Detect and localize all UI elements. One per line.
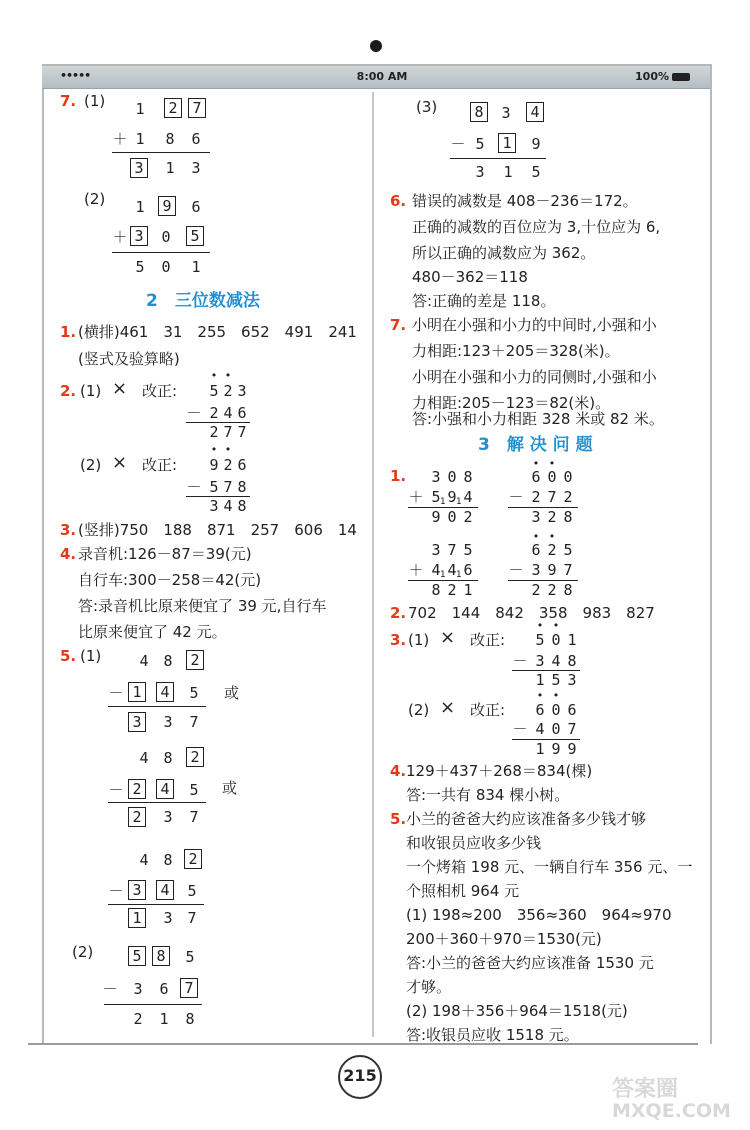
digit: 5 — [563, 541, 573, 559]
digit: 8 — [431, 581, 441, 599]
answer-text: 答:录音机比原来便宜了 39 元,自行车 — [78, 597, 327, 615]
digit: 2 — [463, 508, 473, 526]
digit: 6 — [237, 404, 247, 422]
answer-box: 3 — [130, 158, 148, 178]
digit: 4 — [139, 652, 149, 670]
carry-mark: 1 — [440, 497, 446, 507]
digit: 2 — [563, 488, 573, 506]
answer-text: (横排)461 31 255 652 491 241 — [78, 323, 357, 341]
digit: 0 — [547, 468, 557, 486]
digit: 4 — [535, 720, 545, 738]
borrow-dot: • — [548, 530, 556, 543]
answer-text: 480－362＝118 — [412, 268, 528, 286]
part-label: (1) — [80, 647, 102, 665]
question-number: 6. — [390, 192, 407, 210]
digit: 9 — [431, 508, 441, 526]
digit: 8 — [163, 652, 173, 670]
digit: 6 — [531, 468, 541, 486]
answer-text: 小兰的爸爸大约应该准备多少钱才够 — [406, 810, 647, 828]
answer-text: 小明在小强和小力的中间时,小强和小 — [412, 316, 657, 334]
digit: 1 — [503, 163, 513, 181]
answer-text: (竖式及验算略) — [78, 350, 180, 368]
signal-icon: ••••• — [60, 69, 91, 82]
carry-mark: 1 — [440, 570, 446, 580]
answer-box: 5 — [128, 946, 146, 966]
battery-icon — [672, 73, 690, 81]
digit: 2 — [223, 382, 233, 400]
digit: 6 — [191, 130, 201, 148]
digit: 3 — [163, 909, 173, 927]
answer-text: 小明在小强和小力的同侧时,小强和小 — [412, 368, 657, 386]
digit: 0 — [447, 508, 457, 526]
digit: 8 — [567, 652, 577, 670]
digit: 3 — [237, 382, 247, 400]
digit: 3 — [567, 671, 577, 689]
part-label: (1) — [80, 382, 102, 400]
answer-box: 2 — [184, 849, 202, 869]
question-number: 7. — [60, 92, 77, 110]
digit: 9 — [547, 561, 557, 579]
digit: － — [450, 135, 466, 153]
answer-box: 7 — [180, 978, 198, 998]
calc-line — [104, 1004, 202, 1005]
digit: 3 — [133, 980, 143, 998]
wrong-mark-icon: × — [112, 452, 128, 473]
part-label: (2) — [84, 190, 106, 208]
status-bar — [42, 66, 710, 89]
digit: － — [512, 652, 528, 670]
digit: 1 — [535, 740, 545, 758]
digit: 7 — [563, 561, 573, 579]
digit: － — [512, 720, 528, 738]
answer-text: 答:收银员应收 1518 元。 — [406, 1026, 579, 1044]
digit: － — [102, 980, 118, 998]
borrow-dot: • — [552, 619, 560, 632]
digit: 4 — [223, 404, 233, 422]
question-number: 2. — [60, 382, 77, 400]
borrow-dot: • — [532, 457, 540, 470]
digit: 5 — [185, 948, 195, 966]
digit: 0 — [551, 720, 561, 738]
digit: 4 — [139, 851, 149, 869]
digit: 0 — [551, 631, 561, 649]
digit: 1 — [135, 130, 145, 148]
answer-box: 4 — [156, 779, 174, 799]
answer-text: (2) 198＋356＋964＝1518(元) — [406, 1002, 628, 1020]
digit: 8 — [185, 1010, 195, 1028]
answer-box: 2 — [186, 650, 204, 670]
carry-mark: 1 — [456, 570, 462, 580]
digit: 5 — [189, 684, 199, 702]
borrow-dot: • — [210, 443, 218, 456]
question-number: 7. — [390, 316, 407, 334]
digit: － — [186, 478, 202, 496]
digit: 7 — [447, 541, 457, 559]
answer-text: 才够。 — [406, 978, 452, 996]
digit: 2 — [531, 488, 541, 506]
digit: 1 — [463, 581, 473, 599]
digit: 1 — [135, 100, 145, 118]
digit: 0 — [161, 228, 171, 246]
status-time: 8:00 AM — [356, 70, 408, 83]
digit: 1 — [165, 159, 175, 177]
answer-box: 4 — [156, 880, 174, 900]
answer-text: 答:一共有 834 棵小树。 — [406, 786, 570, 804]
borrow-dot: • — [552, 689, 560, 702]
page-number: 215 — [338, 1055, 382, 1099]
digit: 2 — [133, 1010, 143, 1028]
calc-line — [108, 802, 206, 803]
wrong-mark-icon: × — [440, 627, 456, 648]
digit: 7 — [187, 909, 197, 927]
question-number: 1. — [390, 467, 407, 485]
digit: － — [186, 404, 202, 422]
digit: 8 — [463, 468, 473, 486]
digit: 4 — [431, 561, 441, 579]
answer-box: 9 — [158, 196, 176, 216]
or-label: 或 — [224, 684, 240, 702]
digit: 8 — [237, 478, 247, 496]
digit: 2 — [547, 508, 557, 526]
answer-box: 2 — [186, 747, 204, 767]
answer-box: 4 — [156, 682, 174, 702]
digit: 3 — [531, 561, 541, 579]
wrong-mark-icon: × — [112, 378, 128, 399]
digit: ＋ — [408, 488, 424, 506]
digit: 8 — [165, 130, 175, 148]
calc-line — [112, 152, 210, 153]
answer-box: 5 — [186, 226, 204, 246]
section-title: 2 三位数减法 — [146, 291, 260, 311]
answer-text: 录音机:126－87＝39(元) — [78, 545, 252, 563]
digit: 5 — [431, 488, 441, 506]
digit: 9 — [551, 740, 561, 758]
answer-text: 702 144 842 358 983 827 — [408, 604, 655, 622]
answer-box: 8 — [470, 102, 488, 122]
digit: 7 — [189, 808, 199, 826]
answer-text: 129＋437＋268＝834(棵) — [406, 762, 593, 780]
answer-box: 1 — [128, 682, 146, 702]
digit: 2 — [447, 581, 457, 599]
fix-label: 改正: — [470, 631, 506, 649]
digit: 2 — [209, 423, 219, 441]
borrow-dot: • — [224, 443, 232, 456]
borrow-dot: • — [224, 369, 232, 382]
answer-text: 答:正确的差是 118。 — [412, 292, 556, 310]
answer-box: 4 — [526, 102, 544, 122]
digit: 7 — [237, 423, 247, 441]
answer-box: 3 — [130, 226, 148, 246]
digit: 3 — [191, 159, 201, 177]
digit: 5 — [187, 882, 197, 900]
digit: 0 — [551, 701, 561, 719]
fix-label: 改正: — [142, 382, 178, 400]
part-label: (1) — [408, 631, 430, 649]
answer-box: 8 — [152, 946, 170, 966]
answer-box: 2 — [128, 779, 146, 799]
digit: 8 — [163, 749, 173, 767]
digit: 1 — [159, 1010, 169, 1028]
camera-dot — [370, 40, 382, 52]
digit: 1 — [535, 671, 545, 689]
digit: 6 — [237, 456, 247, 474]
part-label: (1) — [84, 92, 106, 110]
answer-box: 2 — [128, 807, 146, 827]
digit: 6 — [535, 701, 545, 719]
borrow-dot: • — [536, 619, 544, 632]
digit: 5 — [189, 781, 199, 799]
digit: 8 — [563, 508, 573, 526]
column-divider — [372, 92, 374, 1037]
digit: 3 — [209, 497, 219, 515]
digit: ＋ — [408, 561, 424, 579]
digit: 4 — [463, 488, 473, 506]
answer-text: 答:小兰的爸爸大约应该准备 1530 元 — [406, 954, 654, 972]
digit: － — [508, 561, 524, 579]
calc-line — [450, 158, 546, 159]
answer-text: 200＋360＋970＝1530(元) — [406, 930, 602, 948]
digit: 9 — [209, 456, 219, 474]
answer-text: (1) 198≈200 356≈360 964≈970 — [406, 906, 672, 924]
part-label: (2) — [408, 701, 430, 719]
borrow-dot: • — [536, 689, 544, 702]
digit: 4 — [447, 561, 457, 579]
answer-text: 错误的减数是 408－236＝172。 — [412, 192, 638, 210]
digit: 5 — [551, 671, 561, 689]
question-number: 5. — [390, 810, 407, 828]
digit: 3 — [531, 508, 541, 526]
answer-text: (竖排)750 188 871 257 606 14 — [78, 521, 357, 539]
section-title: 3 解 决 问 题 — [478, 435, 593, 455]
answer-text: 自行车:300－258＝42(元) — [78, 571, 262, 589]
fix-label: 改正: — [142, 456, 178, 474]
digit: ＋ — [112, 228, 128, 246]
answer-box: 3 — [128, 880, 146, 900]
digit: 4 — [551, 652, 561, 670]
digit: 5 — [209, 478, 219, 496]
wrong-mark-icon: × — [440, 697, 456, 718]
borrow-dot: • — [210, 369, 218, 382]
borrow-dot: • — [532, 530, 540, 543]
digit: 1 — [191, 258, 201, 276]
answer-text: 力相距:205－123＝82(米)。 — [412, 394, 611, 412]
carry-mark: 1 — [456, 497, 462, 507]
calc-line — [112, 252, 210, 253]
answer-text: 所以正确的减数应为 362。 — [412, 244, 596, 262]
digit: 7 — [567, 720, 577, 738]
digit: 2 — [547, 581, 557, 599]
borrow-dot: • — [548, 457, 556, 470]
answer-text: 正确的减数的百位应为 3,十位应为 6, — [412, 218, 661, 236]
digit: 7 — [223, 478, 233, 496]
digit: 5 — [209, 382, 219, 400]
question-number: 4. — [60, 545, 77, 563]
digit: 6 — [463, 561, 473, 579]
answer-text: 个照相机 964 元 — [406, 882, 520, 900]
question-number: 5. — [60, 647, 77, 665]
digit: 6 — [191, 198, 201, 216]
digit: 3 — [431, 468, 441, 486]
watermark-logo: 答案圈 — [612, 1077, 679, 1102]
part-label: (3) — [416, 98, 438, 116]
answer-text: 比原来便宜了 42 元。 — [78, 623, 227, 641]
digit: ＋ — [112, 130, 128, 148]
digit: 2 — [531, 581, 541, 599]
digit: 4 — [139, 749, 149, 767]
digit: 9 — [531, 135, 541, 153]
digit: 8 — [163, 851, 173, 869]
digit: 7 — [547, 488, 557, 506]
part-label: (2) — [72, 943, 94, 961]
digit: 3 — [431, 541, 441, 559]
digit: 7 — [223, 423, 233, 441]
answer-box: 1 — [128, 908, 146, 928]
answer-box: 7 — [188, 98, 206, 118]
digit: 7 — [189, 713, 199, 731]
battery-percent: 100% — [635, 70, 669, 83]
digit: 9 — [447, 488, 457, 506]
calc-line — [108, 706, 206, 707]
digit: 8 — [563, 581, 573, 599]
answer-box: 2 — [164, 98, 182, 118]
digit: 5 — [463, 541, 473, 559]
digit: 3 — [163, 713, 173, 731]
question-number: 3. — [390, 631, 407, 649]
battery-status — [635, 70, 690, 83]
digit: 3 — [501, 104, 511, 122]
digit: － — [108, 684, 124, 702]
digit: 4 — [223, 497, 233, 515]
digit: 6 — [159, 980, 169, 998]
part-label: (2) — [80, 456, 102, 474]
answer-text: 和收银员应收多少钱 — [406, 834, 542, 852]
digit: 1 — [567, 631, 577, 649]
digit: 5 — [135, 258, 145, 276]
answer-text: 力相距:123＋205＝328(米)。 — [412, 342, 620, 360]
page-bottom-line — [28, 1043, 698, 1045]
question-number: 4. — [390, 762, 407, 780]
answer-text: 答:小强和小力相距 328 米或 82 米。 — [412, 410, 664, 428]
digit: 5 — [475, 135, 485, 153]
digit: 0 — [563, 468, 573, 486]
digit: 1 — [135, 198, 145, 216]
digit: 3 — [535, 652, 545, 670]
digit: 3 — [163, 808, 173, 826]
digit: － — [108, 781, 124, 799]
digit: 8 — [237, 497, 247, 515]
watermark-url: MXQE.COM — [612, 1100, 731, 1122]
digit: 6 — [531, 541, 541, 559]
answer-text: 一个烤箱 198 元、一辆自行车 356 元、一 — [406, 858, 693, 876]
digit: 2 — [547, 541, 557, 559]
digit: 5 — [531, 163, 541, 181]
digit: 5 — [535, 631, 545, 649]
digit: 2 — [223, 456, 233, 474]
or-label: 或 — [222, 779, 238, 797]
question-number: 2. — [390, 604, 407, 622]
digit: 2 — [209, 404, 219, 422]
question-number: 3. — [60, 521, 77, 539]
digit: － — [108, 882, 124, 900]
calc-line — [108, 904, 204, 905]
digit: 0 — [447, 468, 457, 486]
digit: 6 — [567, 701, 577, 719]
answer-box: 3 — [128, 712, 146, 732]
question-number: 1. — [60, 323, 77, 341]
digit: 9 — [567, 740, 577, 758]
fix-label: 改正: — [470, 701, 506, 719]
digit: － — [508, 488, 524, 506]
answer-box: 1 — [498, 133, 516, 153]
digit: 3 — [475, 163, 485, 181]
digit: 0 — [161, 258, 171, 276]
